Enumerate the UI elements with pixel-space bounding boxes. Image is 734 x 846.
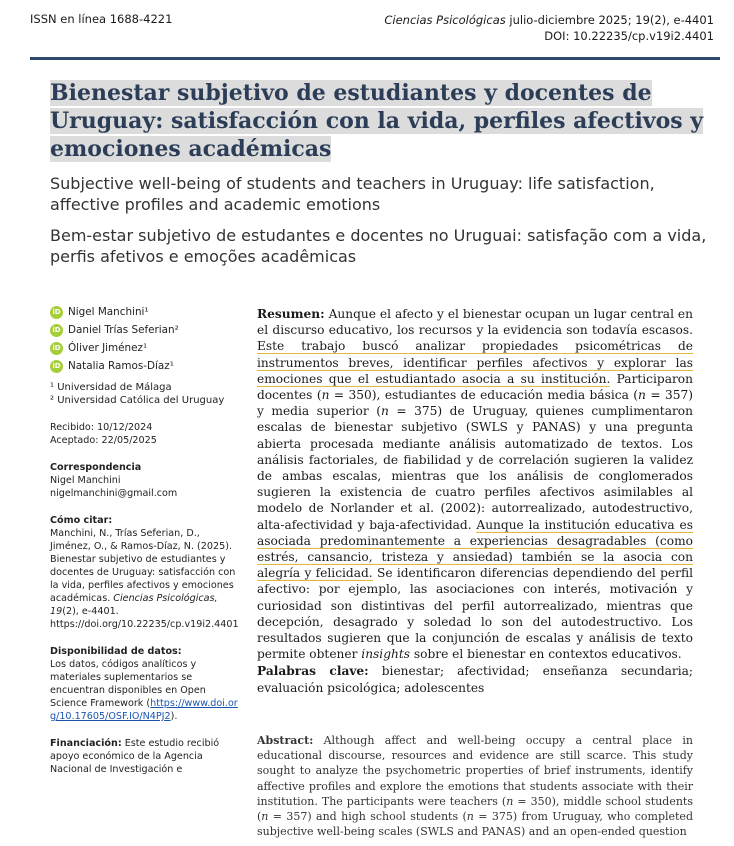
doi: DOI: 10.22235/cp.v19i2.4401 [544,29,714,43]
author[interactable]: iD Nigel Manchini¹ [50,306,240,319]
author[interactable]: iD Daniel Trías Seferian² [50,324,240,337]
journal-name: Ciencias Psicológicas [384,13,506,27]
correspondence: Correspondencia Nigel Manchini nigelmanchini@gmail.com [50,461,240,500]
author[interactable]: iD Natalia Ramos-Díaz¹ [50,360,240,373]
journal-info [384,12,714,44]
subtitle-english: Subjective well-being of students and teachers in Uruguay: life satisfaction, affective profiles and academic emotions [50,174,655,214]
article-title: Bienestar subjetivo de estudiantes y docentes de Uruguay: satisfacción con la vida, perfiles afectivos y emociones académicas [50,80,704,162]
data-availability: Disponibilidad de datos: Los datos, códigos analíticos y materiales suplementarios se encuentran disponibles en Open Science Framework (https://www.doi.org/10.17605/OSF.IO/N4PJ2). [50,646,238,722]
dates [50,421,240,447]
journal-issue: julio-diciembre 2025; 19(2), e-4401 [505,13,714,27]
abstract-spanish: Resumen: Aunque el afecto y el bienestar ocupan un lugar central en el discurso educativo, los recursos y la evidencia son todavía escasos. Este trabajo buscó analizar propiedades psicométricas de instrumentos breves, identificar perfiles afectivos y explorar las emociones que el estudiantado asocia a su institución. Participaron docentes (n = 350), estudiantes de educación media básica (n = 357) y media superior (n = 375) de Uruguay, quienes cumplimentaron escalas de bienestar subjetivo (SWLS y PANAS) y una pregunta abierta procesada mediante análisis automatizado de textos. Los análisis factoriales, de fiabilidad y de correlación sugieren la validez de ambas escalas, mientras que los análisis de conglomerados sugieren la existencia de cuatro perfiles afectivos asimilables al modelo de Norlander et al. (2002): autorrealizado, autodestructivo, alta-afectividad y baja-afectividad. Aunque la institución educativa es asociada predominantemente a experiencias desagradables (como estrés, cansancio, tristeza y ansiedad) también se la asocia con alegría y felicidad. Se identificaron diferencias dependiendo del perfil afectivo: por ejemplo, las asociaciones con interés, motivación y curiosidad son distintivas del perfil autorrealizado, mientras que decepción, desagrado y soledad lo son del autodestructivo. Los resultados sugieren que la conjunción de escalas y análisis de texto permite obtener insights sobre el bienestar en contextos educativos. Palabras clave: bienestar; afectividad; enseñanza secundaria; evaluación psicológica; adolescentes [257,307,693,695]
subtitle-portuguese: Bem-estar subjetivo de estudantes e docentes no Uruguai: satisfação com a vida, perfis afetivos e emoções acadêmicas [50,226,707,266]
abstract-english: Abstract: Although affect and well-being occupy a central place in educational discourse, resources and evidence are still scarce. This study sought to analyze the psychometric properties of brief instruments, identify affective profiles and explore the emotions that students associate with their institution. The participants were teachers (n = 350), middle school students (n = 357) and high school students (n = 375) from Uruguay, who completed subjective well-being scales (SWLS and PANAS) and an open-ended question [257,734,693,839]
article-sidebar [50,306,240,776]
received-date: Recibido: 10/12/2024 [50,422,153,433]
keywords: Palabras clave: bienestar; afectividad; enseñanza secundaria; evaluación psicológica; adolescentes [257,664,693,695]
author[interactable]: iD Óliver Jiménez¹ [50,342,240,355]
highlight: Aunque la institución educativa es asociada predominantemente a experiencias desagradables (como estrés, cansancio, tristeza y ansiedad) también se la asocia con alegría y felicidad. [257,517,693,581]
osf-link[interactable]: https://www.doi.org/10.17605/OSF.IO/N4PJ2 [50,698,238,722]
funding: Financiación: Este estudio recibió apoyo económico de la Agencia Nacional de Investigación e [50,738,220,775]
issn: ISSN en línea 1688-4221 [30,12,173,26]
orcid-icon[interactable]: iD [50,342,63,355]
orcid-icon[interactable]: iD [50,324,63,337]
affiliations: ¹ Universidad de Málaga ² Universidad Católica del Uruguay [50,382,225,406]
email[interactable]: nigelmanchini@gmail.com [50,488,178,499]
header-rule [30,57,720,60]
orcid-icon[interactable]: iD [50,360,63,373]
citation: Cómo citar: Manchini, N., Trías Seferian, D., Jiménez, O., & Ramos-Díaz, N. (2025). Bienestar subjetivo de estudiantes y docentes de Uruguay: satisfacción con la vida, perfiles afectivos y emociones académicas. Ciencias Psicológicas, 19(2), e-4401. https://doi.org/10.22235/cp.v19i2.4401 [50,515,239,630]
highlight: Este trabajo buscó analizar propiedades psicométricas de instrumentos breves, identificar perfiles afectivos y explorar las emociones que el estudiantado asocia a su institución. [257,339,693,386]
accepted-date: Aceptado: 22/05/2025 [50,435,157,446]
orcid-icon[interactable]: iD [50,306,63,319]
